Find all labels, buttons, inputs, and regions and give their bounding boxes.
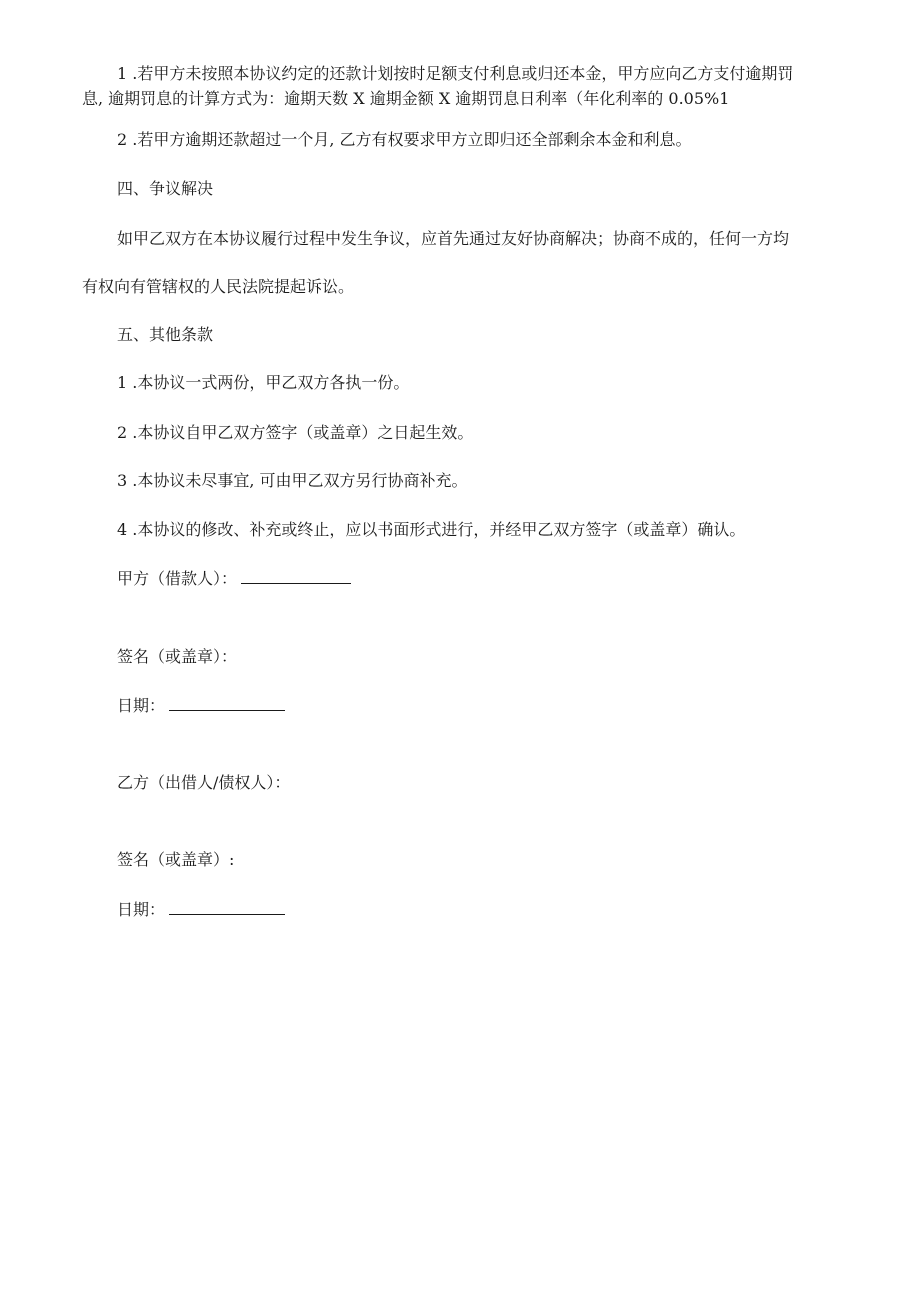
- clause-3-1-line-2: 息, 逾期罚息的计算方式为：逾期天数 X 逾期金额 X 逾期罚息日利率（年化利率的 0.05%1: [82, 89, 730, 108]
- party-a-date-blank: [169, 696, 285, 711]
- section-4-paragraph-line-1: 如甲乙双方在本协议履行过程中发生争议，应首先通过友好协商解决；协商不成的，任何一方均: [117, 229, 790, 248]
- clause-3-1-line-1: 1 .若甲方未按照本协议约定的还款计划按时足额支付利息或归还本金，甲方应向乙方支付逾期罚: [117, 64, 794, 83]
- section-4-paragraph-line-2: 有权向有管辖权的人民法院提起诉讼。: [82, 277, 355, 296]
- party-b-signature-label: 签名（或盖章）:: [117, 850, 235, 869]
- clause-3-2: 2 .若甲方逾期还款超过一个月, 乙方有权要求甲方立即归还全部剩余本金和利息。: [117, 130, 692, 149]
- party-b-date-row: [117, 900, 285, 920]
- section-5-heading: 五、其他条款: [117, 325, 214, 344]
- party-a-date-row: [117, 696, 285, 716]
- section-5-item-1: 1 .本协议一式两份，甲乙双方各执一份。: [117, 373, 410, 392]
- section-4-heading: 四、争议解决: [117, 179, 214, 198]
- party-a-name-blank: [241, 569, 351, 584]
- party-b-date-label: 日期：: [117, 900, 166, 919]
- party-b-label: 乙方（出借人/债权人）：: [117, 773, 291, 792]
- section-5-item-2: 2 .本协议自甲乙双方签字（或盖章）之日起生效。: [117, 423, 474, 442]
- section-5-item-4: 4 .本协议的修改、补充或终止，应以书面形式进行，并经甲乙双方签字（或盖章）确认。: [117, 520, 746, 539]
- section-5-item-3: 3 .本协议未尽事宜, 可由甲乙双方另行协商补充。: [117, 471, 468, 490]
- party-a-label: 甲方（借款人）：: [117, 569, 238, 588]
- party-a-row: [117, 569, 351, 589]
- party-b-date-blank: [169, 900, 285, 915]
- party-a-date-label: 日期：: [117, 696, 166, 715]
- party-a-signature-label: 签名（或盖章）：: [117, 647, 238, 666]
